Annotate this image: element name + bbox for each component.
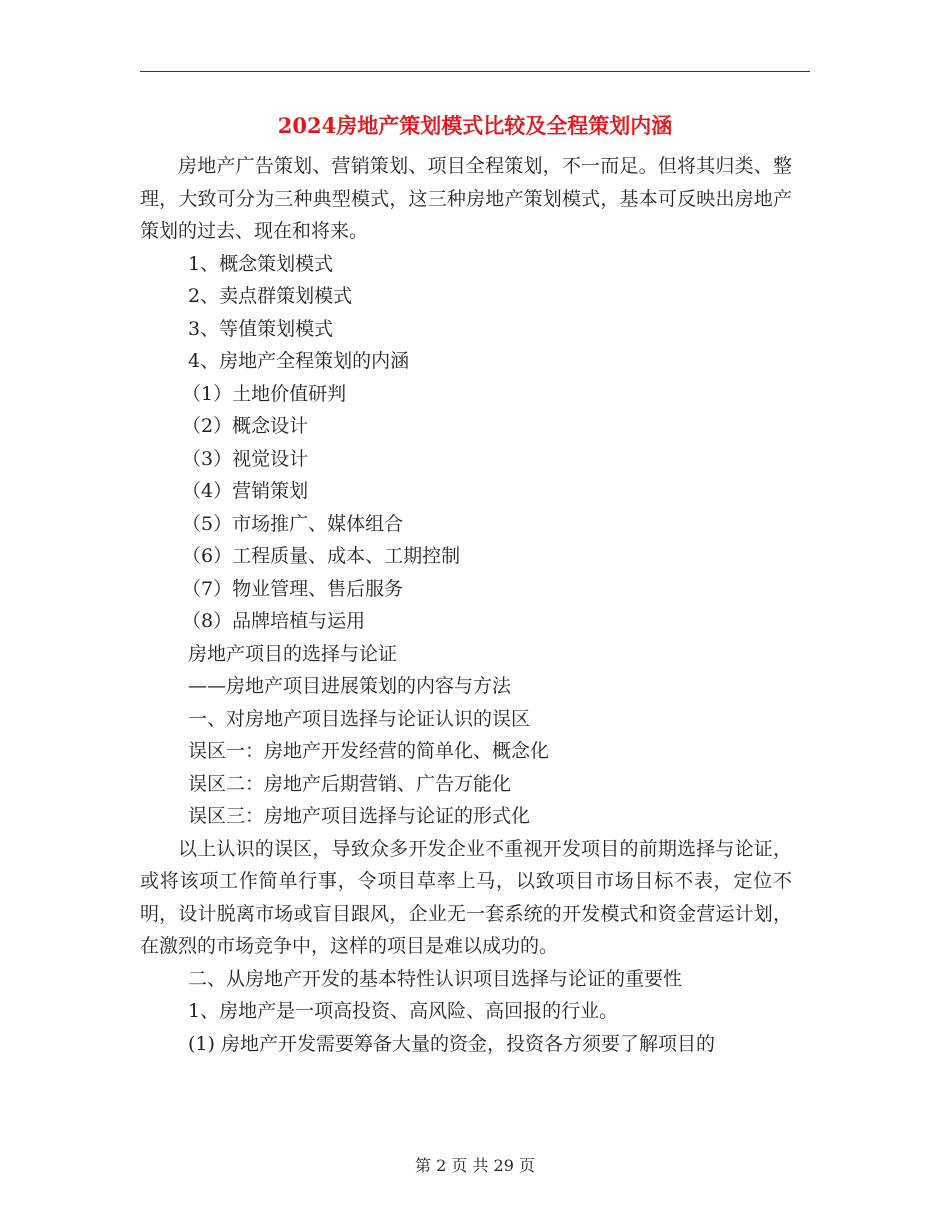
mode-item: 1、概念策划模式 <box>188 252 334 275</box>
header-rule <box>140 71 810 72</box>
document-body <box>140 150 792 1060</box>
connotation-item: （8）品牌培植与运用 <box>182 610 366 632</box>
misconception-paragraph: 以上认识的误区，导致众多开发企业不重视开发项目的前期选择与论证，或将该项工作简单行事，令项目草率上马，以致项目市场目标不表，定位不明，设计脱离市场或盲目跟风，企业无一套系统的开发模式和资金营运计划，在激烈的市场竞争中，这样的项目是难以成功的。 <box>140 837 792 957</box>
document-title: 2024房地产策划模式比较及全程策划内涵 <box>277 113 673 138</box>
point-one: 1、房地产是一项高投资、高风险、高回报的行业。 <box>188 1000 619 1022</box>
intro-paragraph: 房地产广告策划、营销策划、项目全程策划，不一而足。但将其归类、整理，大致可分为三种典型模式，这三种房地产策划模式，基本可反映出房地产策划的过去、现在和将来。 <box>140 155 792 242</box>
misconception-item: 误区二：房地产后期营销、广告万能化 <box>188 772 512 795</box>
mode-item: 2、卖点群策划模式 <box>188 285 353 307</box>
misconception-item: 误区三：房地产项目选择与论证的形式化 <box>188 805 531 827</box>
mode-item: 4、房地产全程策划的内涵 <box>188 350 410 372</box>
connotation-item: （5）市场推广、媒体组合 <box>182 512 404 535</box>
point-one-sub: (1) 房地产开发需要筹备大量的资金，投资各方须要了解项目的 <box>188 1032 715 1055</box>
section-title: 房地产项目的选择与论证 <box>188 642 398 665</box>
connotation-item: （3）视觉设计 <box>182 447 309 470</box>
connotation-item: （2）概念设计 <box>182 415 309 437</box>
section-subtitle: ——房地产项目进展策划的内容与方法 <box>188 675 512 697</box>
page-number-footer: 第 2 页 共 29 页 <box>415 1156 535 1175</box>
connotation-item: （1）土地价值研判 <box>182 382 347 405</box>
heading-two: 二、从房地产开发的基本特性认识项目选择与论证的重要性 <box>188 967 683 990</box>
mode-item: 3、等值策划模式 <box>188 317 334 340</box>
connotation-item: （4）营销策划 <box>182 480 309 502</box>
heading-one: 一、对房地产项目选择与论证认识的误区 <box>188 707 531 730</box>
connotation-item: （6）工程质量、成本、工期控制 <box>182 545 461 567</box>
connotation-item: （7）物业管理、售后服务 <box>182 577 404 600</box>
misconception-item: 误区一：房地产开发经营的简单化、概念化 <box>188 740 550 762</box>
